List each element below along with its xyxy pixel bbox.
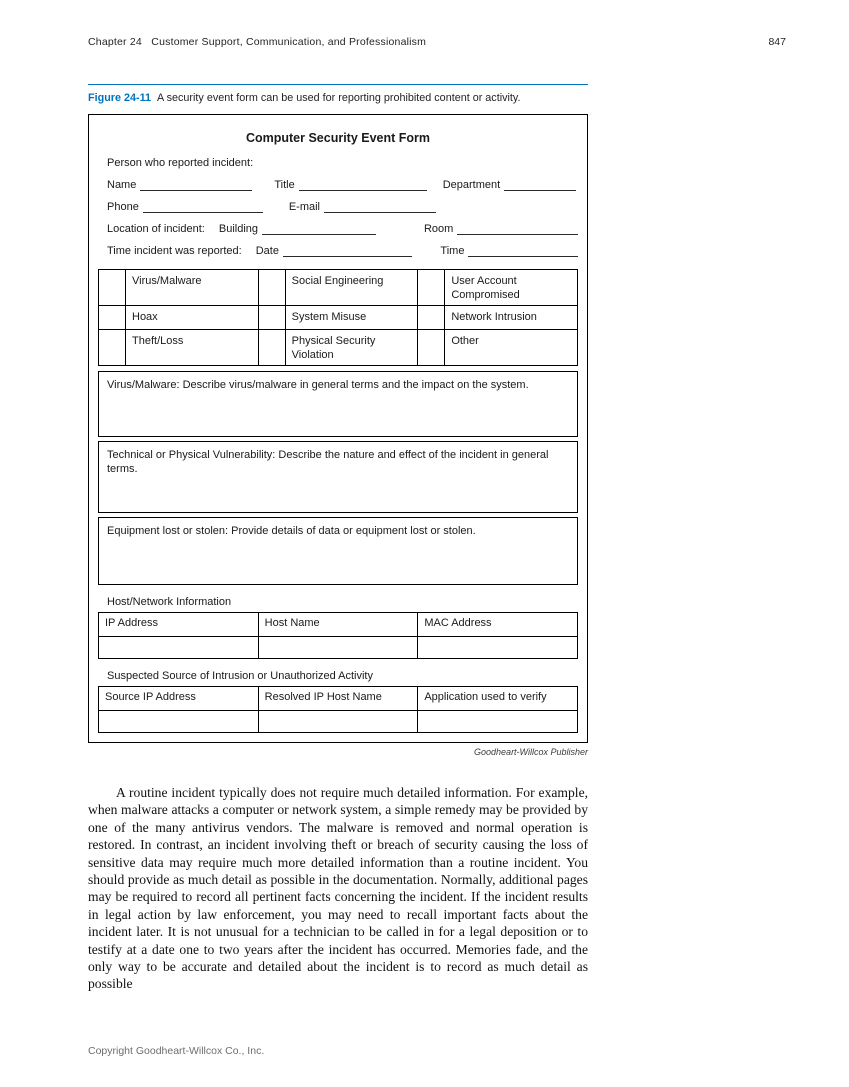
chapter-title: Chapter 24 Customer Support, Communication, and Professionalism — [88, 36, 427, 48]
email-label: E-mail — [288, 201, 320, 213]
empty-cell — [99, 637, 259, 659]
suspected-source-empty-row — [99, 711, 578, 733]
name-label: Name — [107, 179, 137, 191]
column-header: Source IP Address — [99, 687, 259, 711]
column-header: IP Address — [99, 613, 259, 637]
room-blank-line — [457, 222, 578, 235]
checkbox-row-3 — [99, 330, 578, 366]
suspected-source-heading: Suspected Source of Intrusion or Unauthorized Activity — [107, 670, 373, 682]
building-blank-line — [262, 222, 376, 235]
suspected-source-table — [98, 686, 578, 733]
figure-rule — [88, 84, 588, 85]
checkbox-cell — [99, 330, 126, 366]
phone-blank-line — [143, 200, 263, 213]
running-header — [88, 36, 786, 48]
empty-cell — [258, 637, 418, 659]
name-blank-line — [140, 178, 252, 191]
vulnerability-description-prompt: Technical or Physical Vulnerability: Describe the nature and effect of the incident in general terms. — [107, 449, 549, 475]
time-label: Time — [440, 245, 465, 257]
empty-cell — [418, 711, 578, 733]
checkbox-row-2 — [99, 306, 578, 330]
copyright-footer: Copyright Goodheart-Willcox Co., Inc. — [88, 1045, 265, 1057]
checkbox-cell — [418, 306, 445, 330]
host-network-empty-row — [99, 637, 578, 659]
checkbox-label: Physical Security Violation — [285, 330, 418, 366]
form-title: Computer Security Event Form — [245, 131, 431, 145]
department-blank-line — [504, 178, 576, 191]
host-network-heading: Host/Network Information — [107, 596, 232, 608]
column-header: MAC Address — [418, 613, 578, 637]
equipment-description-box — [98, 517, 578, 585]
column-header: Host Name — [258, 613, 418, 637]
figure-caption-text: A security event form can be used for reporting prohibited content or activity. — [157, 92, 521, 104]
checkbox-cell — [418, 330, 445, 366]
checkbox-cell — [258, 270, 285, 306]
checkbox-label: Network Intrusion — [445, 306, 578, 330]
reporter-heading-row — [107, 157, 578, 169]
empty-cell — [258, 711, 418, 733]
time-blank-line — [468, 244, 578, 257]
date-label: Date — [255, 245, 279, 257]
checkbox-row-1 — [99, 270, 578, 306]
checkbox-cell — [258, 306, 285, 330]
checkbox-label: System Misuse — [285, 306, 418, 330]
host-network-header-row — [99, 613, 578, 637]
suspected-source-header-row — [99, 687, 578, 711]
checkbox-cell — [99, 306, 126, 330]
phone-label: Phone — [107, 201, 139, 213]
incident-type-table — [98, 269, 578, 366]
checkbox-cell — [418, 270, 445, 306]
location-row — [107, 222, 578, 235]
column-header: Resolved IP Host Name — [258, 687, 418, 711]
empty-cell — [418, 637, 578, 659]
name-row — [107, 178, 578, 191]
column-header: Application used to verify — [418, 687, 578, 711]
checkbox-cell — [99, 270, 126, 306]
location-label: Location of incident: — [107, 223, 205, 235]
empty-cell — [99, 711, 259, 733]
checkbox-label: User Account Compromised — [445, 270, 578, 306]
vulnerability-description-box — [98, 441, 578, 513]
title-blank-line — [299, 178, 427, 191]
checkbox-cell — [258, 330, 285, 366]
date-blank-line — [283, 244, 412, 257]
department-label: Department — [442, 179, 501, 191]
time-reported-label: Time incident was reported: — [107, 245, 242, 257]
body-paragraph: A routine incident typically does not require much detailed information. For example, when malware attacks a computer or network system, a simple remedy may be provided by one of the many antivirus vendors. The malware is removed and normal operation is restored. In contrast, an incident involving theft or breach of security causing the loss of sensitive data may require much more detailed information than a routine incident. You should provide as much detail as possible in the documentation. Normally, additional pages may be required to record all pertinent facts concerning the incident. If the incident results in legal action by law enforcement, you may need to recall important facts about the incident later. It is not unusual for a technician to be called in for a legal deposition or to testify at a date one to two years after the incident has occurred. Memories fade, and the only way to be accurate and detailed about the incident is to record as much detail as possible — [88, 785, 588, 992]
checkbox-label: Other — [445, 330, 578, 366]
content-column — [88, 84, 588, 993]
checkbox-label: Virus/Malware — [126, 270, 259, 306]
room-label: Room — [423, 223, 454, 235]
checkbox-label: Social Engineering — [285, 270, 418, 306]
publisher-credit: Goodheart-Willcox Publisher — [474, 747, 588, 757]
figure-caption — [88, 92, 588, 105]
checkbox-label: Theft/Loss — [126, 330, 259, 366]
phone-row — [107, 200, 578, 213]
time-row — [107, 244, 578, 257]
email-blank-line — [324, 200, 436, 213]
virus-description-prompt: Virus/Malware: Describe virus/malware in general terms and the impact on the system. — [107, 379, 529, 391]
virus-description-box — [98, 371, 578, 437]
reporter-heading: Person who reported incident: — [107, 157, 254, 169]
page-number: 847 — [768, 36, 786, 48]
host-network-table — [98, 612, 578, 659]
equipment-description-prompt: Equipment lost or stolen: Provide details of data or equipment lost or stolen. — [107, 525, 476, 537]
figure-label: Figure 24-11 — [88, 92, 152, 104]
title-label: Title — [274, 179, 295, 191]
security-event-form — [88, 114, 588, 743]
building-label: Building — [218, 223, 258, 235]
checkbox-label: Hoax — [126, 306, 259, 330]
